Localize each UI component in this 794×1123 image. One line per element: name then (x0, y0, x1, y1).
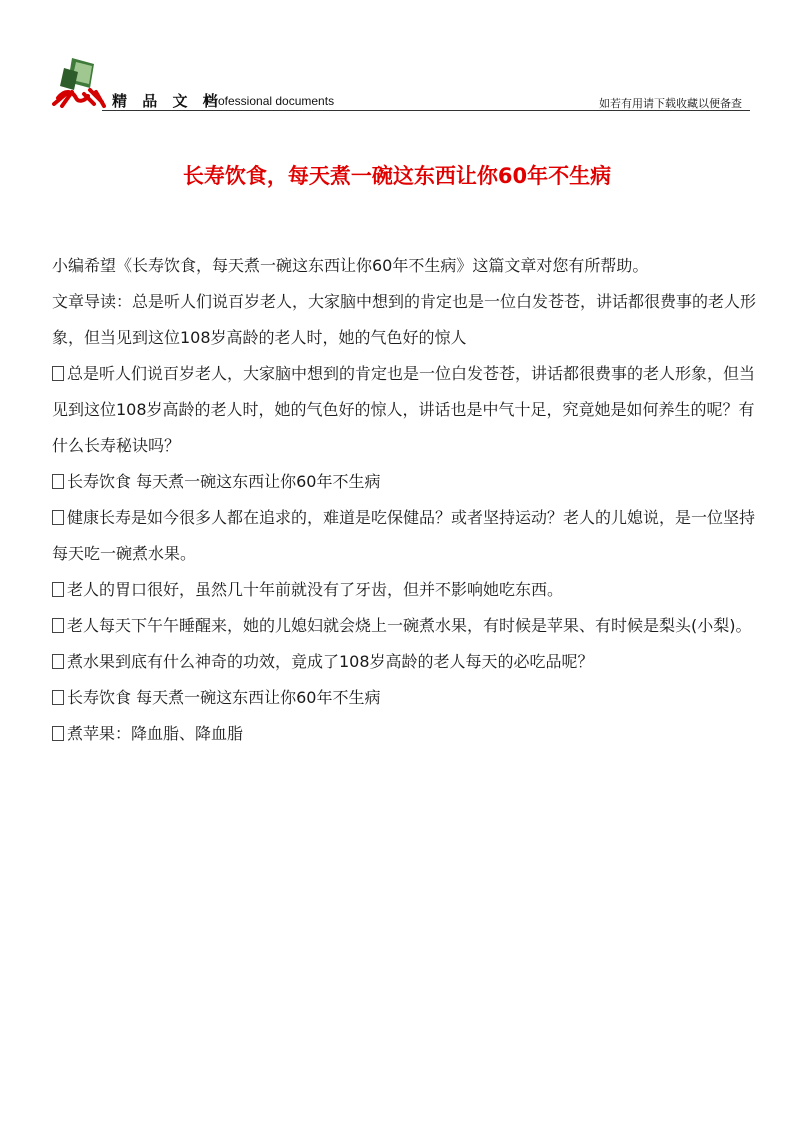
missing-glyph-box (52, 618, 64, 633)
paragraph-text: 老人的胃口很好，虽然几十年前就没有了牙齿，但并不影响她吃东西。 (67, 580, 564, 599)
paragraph-text: 长寿饮食 每天煮一碗这东西让你60年不生病 (67, 472, 381, 491)
brand-tagline: Professional documents (206, 94, 335, 108)
paragraph (52, 248, 764, 284)
paragraph (52, 680, 764, 716)
paragraph-text: 总是听人们说百岁老人，大家脑中想到的肯定也是一位白发苍苍，讲话都很费事的老人形象，但当见到这位108岁高龄的老人时，她的气色好的惊人，讲话也是中气十足，究竟她是如何养生的呢？有什么长寿秘诀吗？ (52, 364, 756, 455)
logo-icon (50, 54, 110, 110)
missing-glyph-box (52, 510, 64, 525)
paragraph (52, 284, 764, 356)
header-divider (102, 110, 750, 111)
article-title: 长寿饮食，每天煮一碗这东西让你60年不生病 (182, 164, 612, 188)
paragraph-text: 煮苹果：降血脂、降血脂 (67, 724, 244, 743)
paragraph (52, 356, 764, 464)
paragraph-text: 长寿饮食 每天煮一碗这东西让你60年不生病 (67, 688, 381, 707)
paragraph (52, 464, 764, 500)
header-note: 如若有用请下载收藏以便备查 (599, 97, 742, 110)
paragraph-text: 健康长寿是如今很多人都在追求的，难道是吃保健品？或者坚持运动？老人的儿媳说，是一位坚持每天吃一碗煮水果。 (52, 508, 756, 563)
page-header (50, 50, 750, 112)
missing-glyph-box (52, 654, 64, 669)
paragraph (52, 716, 764, 752)
paragraph-text: 文章导读：总是听人们说百岁老人，大家脑中想到的肯定也是一位白发苍苍，讲话都很费事的老人形象，但当见到这位108岁高龄的老人时，她的气色好的惊人 (52, 292, 757, 347)
paragraph (52, 572, 764, 608)
brand-name: 精 品 文 档 (112, 92, 223, 110)
missing-glyph-box (52, 726, 64, 741)
missing-glyph-box (52, 690, 64, 705)
missing-glyph-box (52, 474, 64, 489)
paragraph (52, 608, 764, 644)
article-body (52, 248, 764, 752)
missing-glyph-box (52, 582, 64, 597)
missing-glyph-box (52, 366, 64, 381)
paragraph (52, 500, 764, 572)
paragraph-text: 小编希望《长寿饮食，每天煮一碗这东西让你60年不生病》这篇文章对您有所帮助。 (52, 256, 649, 275)
paragraph (52, 644, 764, 680)
paragraph-text: 老人每天下午午睡醒来，她的儿媳妇就会烧上一碗煮水果，有时候是苹果、有时候是梨头(小梨)。 (67, 616, 752, 635)
paragraph-text: 煮水果到底有什么神奇的功效，竟成了108岁高龄的老人每天的必吃品呢？ (67, 652, 594, 671)
